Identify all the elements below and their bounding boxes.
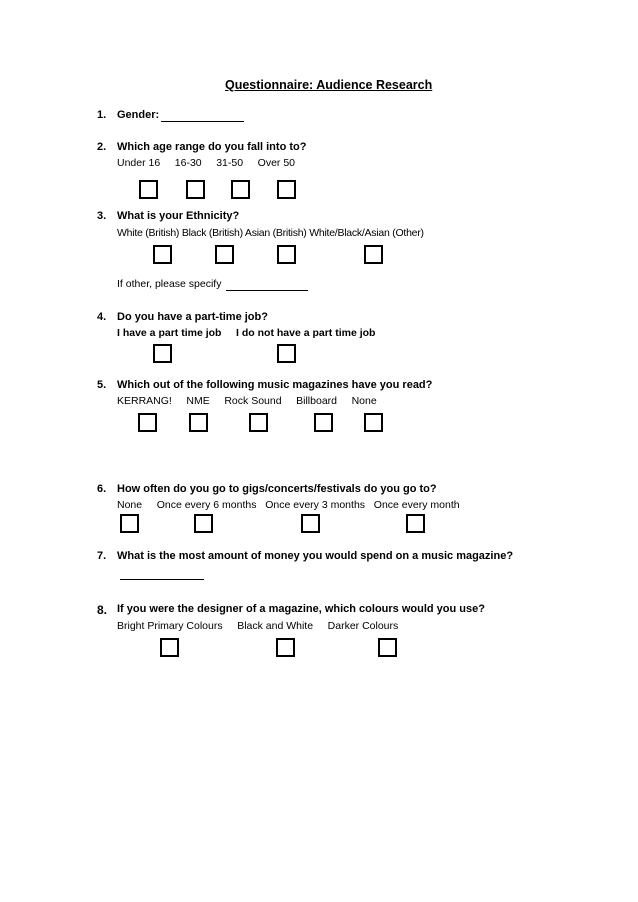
- magazine-checkbox-nme[interactable]: [189, 413, 208, 432]
- colour-checkbox-blackwhite[interactable]: [276, 638, 295, 657]
- age-checkbox-31-50[interactable]: [231, 180, 250, 199]
- job-options: I have a part time job I do not have a part time job: [117, 327, 376, 339]
- ethnicity-checkbox-other[interactable]: [364, 245, 383, 264]
- question-number-2: 2.: [97, 141, 107, 153]
- question-number-5: 5.: [97, 379, 107, 391]
- gig-options: None Once every 6 months Once every 3 months Once every month: [117, 499, 460, 511]
- question-text-1: Gender:: [117, 109, 160, 121]
- magazine-checkbox-rocksound[interactable]: [249, 413, 268, 432]
- magazine-checkbox-billboard[interactable]: [314, 413, 333, 432]
- colour-checkbox-darker[interactable]: [378, 638, 397, 657]
- ethnicity-specify-line[interactable]: [226, 290, 308, 291]
- question-text-8: If you were the designer of a magazine, which colours would you use?: [117, 603, 485, 615]
- question-text-4: Do you have a part-time job?: [117, 311, 268, 323]
- magazine-checkbox-kerrang[interactable]: [138, 413, 157, 432]
- gig-checkbox-6months[interactable]: [194, 514, 213, 533]
- age-options: Under 16 16-30 31-50 Over 50: [117, 157, 296, 169]
- age-checkbox-under16[interactable]: [139, 180, 158, 199]
- magazine-checkbox-none[interactable]: [364, 413, 383, 432]
- magazine-options: KERRANG! NME Rock Sound Billboard None: [117, 395, 377, 407]
- gig-checkbox-monthly[interactable]: [406, 514, 425, 533]
- gig-checkbox-3months[interactable]: [301, 514, 320, 533]
- question-text-5: Which out of the following music magazines have you read?: [117, 379, 433, 391]
- question-text-2: Which age range do you fall into to?: [117, 141, 307, 153]
- question-text-7: What is the most amount of money you would spend on a music magazine?: [117, 550, 514, 562]
- question-text-6: How often do you go to gigs/concerts/festivals do you go to?: [117, 483, 437, 495]
- question-number-3: 3.: [97, 210, 107, 222]
- age-checkbox-over50[interactable]: [277, 180, 296, 199]
- question-number-4: 4.: [97, 311, 107, 323]
- money-answer-line[interactable]: [120, 579, 204, 580]
- ethnicity-specify-label: If other, please specify: [117, 278, 222, 290]
- question-number-1: 1.: [97, 109, 107, 121]
- page-title: Questionnaire: Audience Research: [225, 78, 433, 92]
- job-checkbox-yes[interactable]: [153, 344, 172, 363]
- colour-options: Bright Primary Colours Black and White Darker Colours: [117, 620, 399, 632]
- question-number-7: 7.: [97, 550, 107, 562]
- question-text-3: What is your Ethnicity?: [117, 210, 240, 222]
- gender-answer-line[interactable]: [161, 121, 244, 122]
- colour-checkbox-bright[interactable]: [160, 638, 179, 657]
- question-number-6: 6.: [97, 483, 107, 495]
- ethnicity-checkbox-asian[interactable]: [277, 245, 296, 264]
- age-checkbox-16-30[interactable]: [186, 180, 205, 199]
- question-number-8: 8.: [97, 603, 108, 617]
- gig-checkbox-none[interactable]: [120, 514, 139, 533]
- ethnicity-checkbox-black[interactable]: [215, 245, 234, 264]
- ethnicity-checkbox-white[interactable]: [153, 245, 172, 264]
- ethnicity-options: White (British) Black (British) Asian (British) White/Black/Asian (Other): [117, 227, 424, 239]
- job-checkbox-no[interactable]: [277, 344, 296, 363]
